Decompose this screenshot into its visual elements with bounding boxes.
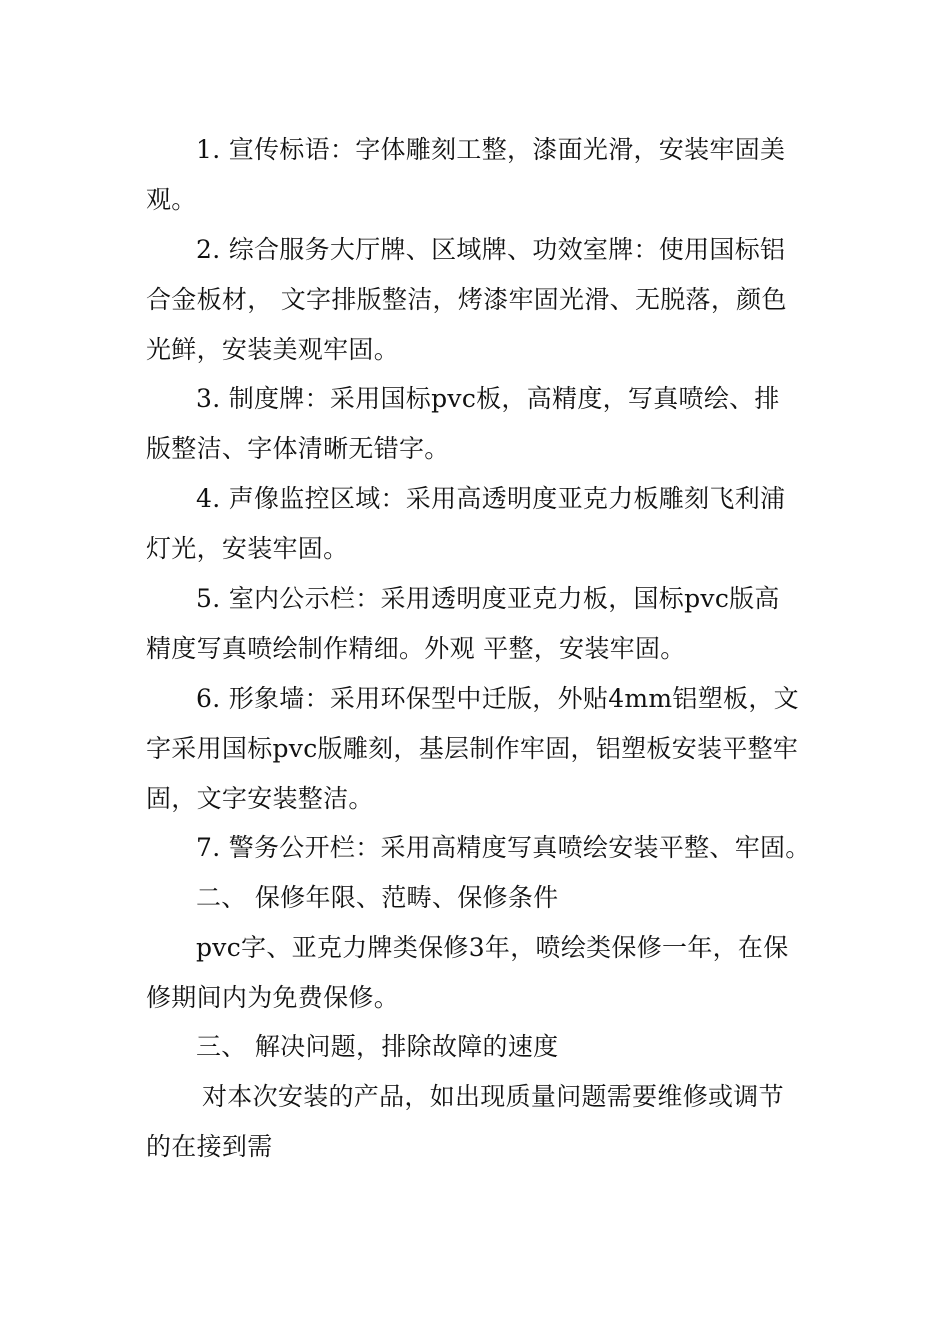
item-7-line-1: 7. 警务公开栏：采用高精度写真喷绘安装平整、牢固。: [196, 833, 811, 862]
section-2-line-2: 修期间内为免费保修。: [146, 983, 400, 1012]
item-4-line-1: 4. 声像监控区域：采用高透明度亚克力板雕刻飞利浦: [196, 484, 786, 513]
item-1-line-1: 1. 宣传标语：字体雕刻工整，漆面光滑，安装牢固美: [196, 135, 786, 164]
item-1-line-2: 观。: [146, 185, 197, 214]
section-2-heading: 二、 保修年限、范畴、保修条件: [196, 883, 559, 912]
item-4-line-2: 灯光，安装牢固。: [146, 534, 349, 563]
section-3-line-1: 对本次安装的产品，如出现质量问题需要维修或调节: [202, 1082, 784, 1111]
section-3-heading: 三、 解决问题，排除故障的速度: [196, 1032, 559, 1061]
section-3-line-2: 的在接到需: [146, 1132, 273, 1161]
item-2-line-3: 光鲜，安装美观牢固。: [146, 335, 400, 364]
item-2-line-1: 2. 综合服务大厅牌、区域牌、功效室牌：使用国标铝: [196, 235, 786, 264]
section-2-line-1: pvc字、亚克力牌类保修3年，喷绘类保修一年，在保: [196, 933, 789, 962]
item-6-line-1: 6. 形象墙：采用环保型中迁版，外贴4mm铝塑板，文: [196, 684, 799, 713]
item-3-line-1: 3. 制度牌：采用国标pvc板，高精度，写真喷绘、排: [196, 384, 780, 413]
item-5-line-1: 5. 室内公示栏：采用透明度亚克力板，国标pvc版高: [196, 584, 780, 613]
item-5-line-2: 精度写真喷绘制作精细。外观 平整，安装牢固。: [146, 634, 686, 663]
item-6-line-2: 字采用国标pvc版雕刻，基层制作牢固，铝塑板安装平整牢: [146, 734, 799, 763]
item-6-line-3: 固，文字安装整洁。: [146, 784, 374, 813]
item-2-line-2: 合金板材， 文字排版整洁，烤漆牢固光滑、无脱落，颜色: [146, 285, 787, 314]
item-3-line-2: 版整洁、字体清晰无错字。: [146, 434, 450, 463]
